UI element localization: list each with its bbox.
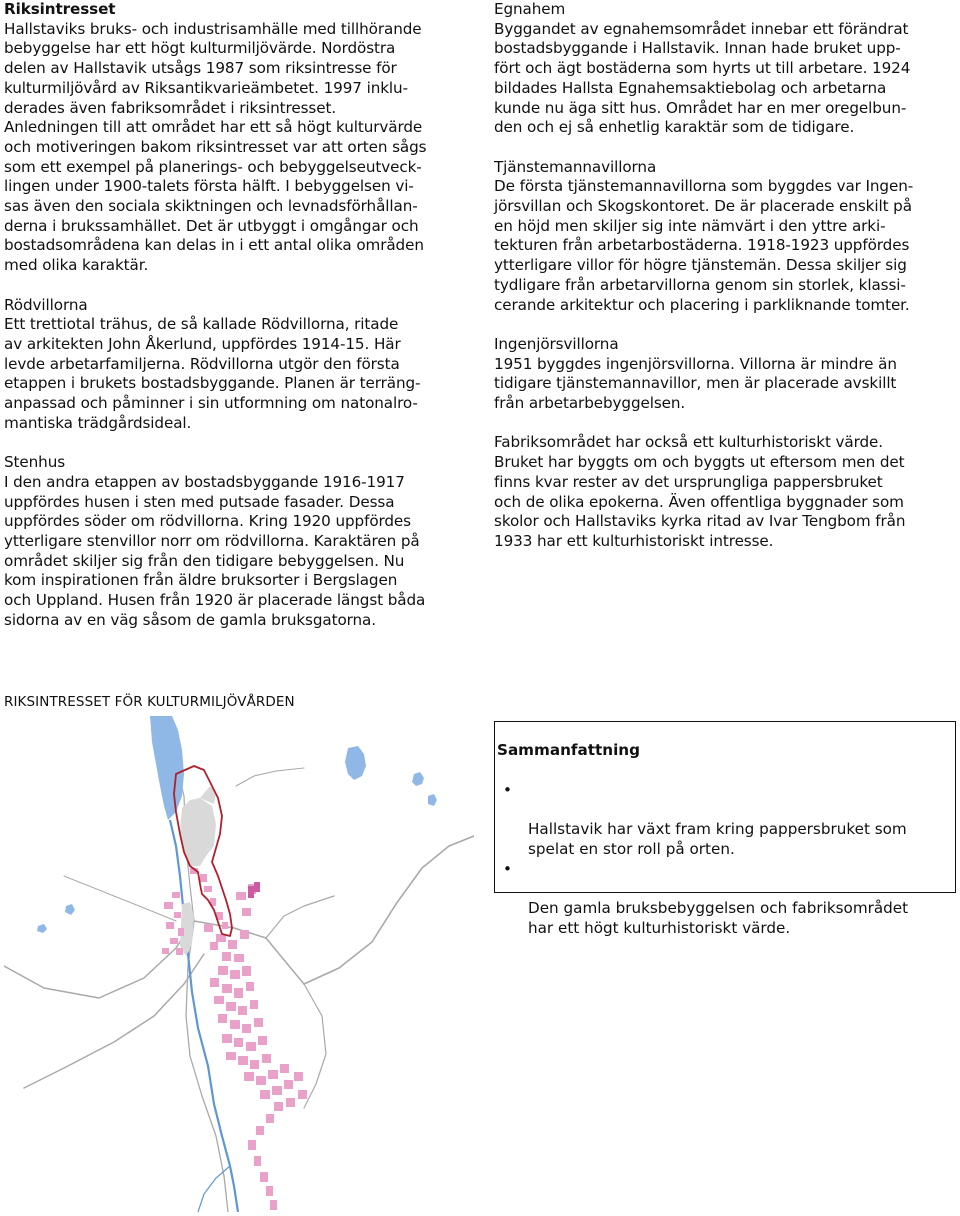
residential-block bbox=[200, 874, 207, 882]
section-heading: Egnahem bbox=[494, 0, 566, 18]
residential-block bbox=[234, 1038, 243, 1047]
section-body: Byggandet av egnahemsområdet innebar ett förändrat bostadsbyggande i Hallstavik. Innan hade bruket upp- fört och ägt bostäderna som hyrts ut till arbetare. 1924 bildades Hallsta Egnahemsaktiebolag och arbetarna kunde nu äga sitt hus. Området har en mer oregelbun- den och ej så enhetlig karaktär som de tidigare. bbox=[494, 19, 911, 137]
road bbox=[4, 921, 194, 998]
section-body: 1951 byggdes ingenjörsvillorna. Villorna är mindre än tidigare tjänstemannavillor, men är placerade avskillt från arbetarbebyggelsen. bbox=[494, 354, 897, 413]
residential-block bbox=[246, 1042, 256, 1051]
residential-block bbox=[260, 1172, 268, 1182]
residential-block bbox=[254, 882, 260, 892]
section-riksintresset bbox=[4, 0, 466, 276]
list-item bbox=[495, 860, 935, 939]
lake bbox=[412, 772, 424, 786]
summary-box bbox=[494, 721, 956, 937]
section-ingenjorsvillorna bbox=[494, 335, 956, 414]
section-stenhus bbox=[4, 453, 466, 630]
residential-block bbox=[244, 1072, 254, 1081]
residential-block bbox=[254, 1156, 261, 1166]
map-water bbox=[37, 716, 437, 1212]
residential-block bbox=[228, 940, 237, 949]
section-egnahem bbox=[494, 0, 956, 138]
residential-block bbox=[226, 1052, 236, 1060]
road bbox=[266, 896, 334, 938]
residential-block bbox=[256, 1076, 266, 1085]
map-label: RIKSINTRESSET FÖR KULTURMILJÖVÅRDEN bbox=[4, 694, 295, 710]
residential-block bbox=[272, 1086, 282, 1095]
map bbox=[4, 716, 474, 1212]
residential-block bbox=[298, 1090, 307, 1099]
right-column bbox=[494, 0, 956, 571]
residential-block bbox=[176, 948, 183, 955]
residential-block bbox=[204, 924, 213, 932]
road bbox=[236, 768, 304, 786]
section-body: De första tjänstemannavillorna som byggdes var Ingen- jörsvillan och Skogskontoret. De är placerade enskilt på en höjd men skiljer sig inte nämvärt i den yttre arki- tekturen från arbetarbostäderna. 1918-1923 uppfördes ytterligare villor för högre tjänstemän. Dessa skiljer sig tydligare från arbetarvillorna genom sin storlek, klassi- cerande arkitektur och placering i parkliknande tomter. bbox=[494, 177, 914, 314]
residential-block bbox=[286, 1098, 295, 1107]
bullet-icon: • bbox=[503, 781, 512, 799]
residential-block bbox=[218, 966, 228, 975]
residential-block bbox=[178, 928, 184, 936]
road bbox=[304, 984, 326, 1108]
residential-block bbox=[258, 1036, 267, 1045]
section-heading: Riksintresset bbox=[4, 0, 116, 18]
section-body: Hallstaviks bruks- och industrisamhälle med tillhörande bebyggelse har ett högt kulturmiljövärde. Nordöstra delen av Hallstavik utsågs 1987 som riksintresse för kulturmiljövård av Riksantikvarieämbetet. 1997 inklu- derades även fabriksområdet i riksintresset. Anledningen till att området har ett så högt kulturvärde och motiveringen bakom riksintresset var att orten sågs som ett exempel på planerings- och bebyggelseutveck- lingen under 1900-talets första hälft. I bebyggelsen vi- sas även den sociala skiktningen och levnadsförhållan- derna i brukssamhället. Det är utbyggt i omgångar och bostadsområdena kan delas in i ett antal olika områden med olika karaktär. bbox=[4, 19, 427, 275]
section-tjanstemannavillorna bbox=[494, 158, 956, 316]
summary-title: Sammanfattning bbox=[497, 741, 640, 759]
lake bbox=[65, 904, 75, 915]
residential-block bbox=[266, 1114, 274, 1123]
left-column bbox=[4, 0, 466, 650]
section-rodvillorna bbox=[4, 296, 466, 434]
residential-block bbox=[254, 1018, 263, 1027]
residential-block bbox=[242, 908, 251, 916]
residential-block bbox=[210, 978, 219, 987]
residential-block bbox=[210, 942, 218, 950]
map-graphic bbox=[4, 716, 474, 1212]
section-heading: Rödvillorna bbox=[4, 295, 88, 314]
residential-block bbox=[204, 886, 212, 892]
residential-block bbox=[250, 1000, 258, 1009]
section-fabriksomradet bbox=[494, 433, 956, 551]
residential-block bbox=[238, 1056, 248, 1065]
section-body: Fabriksområdet har också ett kulturhistoriskt värde. Bruket har byggts om och byggts ut eftersom men det finns kvar rester av det ursprungliga pappersbruket och de olika epokerna. Även offentliga byggnader som skolor och Hallstaviks kyrka ritad av Ivar Tengbom från 1933 har ett kulturhistoriskt intresse. bbox=[494, 433, 906, 550]
residential-block bbox=[172, 892, 180, 898]
residential-block bbox=[222, 1034, 232, 1043]
list-item-text: Den gamla bruksbebyggelsen och fabriksområdet har ett högt kulturhistoriskt värde. bbox=[528, 899, 909, 937]
residential-block bbox=[242, 966, 251, 976]
residential-block bbox=[274, 1102, 283, 1111]
residential-block bbox=[256, 1126, 264, 1135]
residential-block bbox=[218, 1014, 227, 1023]
residential-block bbox=[280, 1064, 289, 1073]
residential-block bbox=[222, 952, 231, 961]
residential-block bbox=[240, 930, 249, 939]
residential-block bbox=[234, 954, 244, 962]
residential-block bbox=[226, 1002, 236, 1011]
residential-block bbox=[170, 938, 178, 944]
residential-block bbox=[260, 1090, 270, 1099]
residential-block bbox=[238, 1006, 247, 1015]
section-body: Ett trettiotal trähus, de så kallade Rödvillorna, ritade av arkitekten John Åkerlund, uppfördes 1914-15. Här levde arbetarfamiljerna. Rödvillorna utgör den första etappen i brukets bostadsbyggande. Planen är terräng- anpassad och påminner i sin utformning om natonalro- mantiska trädgårdsideal. bbox=[4, 315, 421, 432]
residential-block bbox=[222, 922, 228, 929]
residential-block bbox=[246, 982, 254, 991]
residential-block bbox=[250, 1060, 259, 1069]
section-body: I den andra etappen av bostadsbyggande 1916-1917 uppfördes husen i sten med putsade fasader. Dessa uppfördes söder om rödvillorna. Kring 1920 uppfördes ytterligare stenvillor norr om rödvillorna. Karaktären på området skiljer sig från den tidigare bebyggelsen. Nu kom inspirationen från äldre bruksorter i Bergslagen och Uppland. Husen från 1920 är placerade längst båda sidorna av en väg såsom de gamla bruksgatorna. bbox=[4, 472, 426, 629]
residential-block bbox=[164, 902, 173, 909]
residential-block bbox=[230, 1020, 240, 1029]
section-heading: Ingenjörsvillorna bbox=[494, 334, 619, 353]
lake bbox=[37, 924, 47, 933]
bullet-icon: • bbox=[503, 859, 512, 878]
summary-list bbox=[495, 781, 935, 939]
list-item-text: Hallstavik har växt fram kring pappersbruket som spelat en stor roll på orten. bbox=[528, 820, 907, 859]
residential-block bbox=[262, 1054, 271, 1063]
list-item bbox=[495, 781, 935, 860]
residential-block bbox=[294, 1072, 303, 1081]
residential-block bbox=[284, 1080, 293, 1089]
road bbox=[24, 954, 204, 1088]
residential-block bbox=[166, 922, 174, 929]
residential-block bbox=[234, 988, 243, 998]
road bbox=[304, 836, 474, 984]
section-heading: Tjänstemannavillorna bbox=[494, 157, 657, 176]
residential-block bbox=[162, 948, 169, 954]
residential-block bbox=[222, 984, 232, 993]
section-heading: Stenhus bbox=[4, 453, 66, 472]
residential-block bbox=[174, 912, 181, 918]
residential-block bbox=[266, 1186, 273, 1196]
residential-block bbox=[268, 1070, 278, 1079]
road bbox=[64, 876, 176, 921]
lake bbox=[150, 716, 184, 820]
residential-block bbox=[248, 1140, 256, 1150]
lake bbox=[345, 746, 366, 780]
residential-block bbox=[242, 1024, 251, 1033]
lake bbox=[428, 794, 437, 806]
residential-block bbox=[248, 886, 254, 898]
residential-block bbox=[230, 970, 240, 979]
residential-block bbox=[214, 996, 224, 1004]
residential-block bbox=[270, 1200, 277, 1210]
residential-block bbox=[236, 892, 246, 900]
